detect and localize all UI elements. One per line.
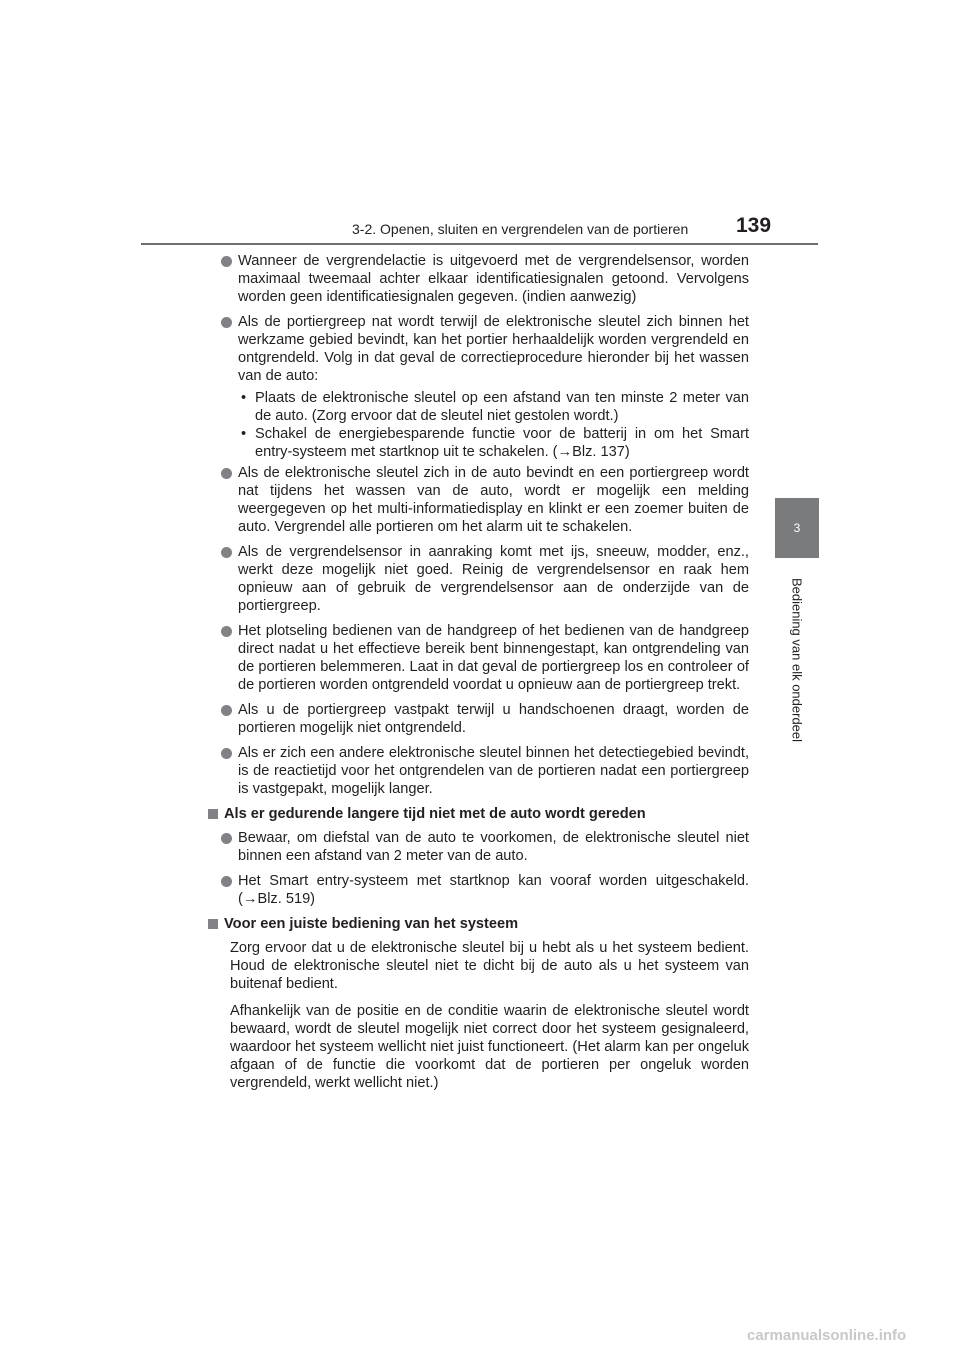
- list-item-text: Als de vergrendelsensor in aanraking komt met ijs, sneeuw, modder, enz., werkt deze mogelijk niet goed. Reinig de vergrendelsensor en raak hem opnieuw aan of gebruik de vergrendelsensor aan de onderzijde van de portiergreep.: [238, 544, 749, 614]
- chapter-tab: [775, 498, 819, 558]
- list-item: [221, 464, 749, 536]
- section-heading: [207, 915, 749, 933]
- list-item: [221, 872, 749, 908]
- list-item: [221, 252, 749, 306]
- bullet-icon: [221, 256, 232, 267]
- list-item-text: Het plotseling bedienen van de handgreep of het bedienen van de handgreep direct nadat u het effectieve bereik bent binnengestapt, kan ontgrendeling van de portieren belemmeren. Laat in dat geval de portiergreep los en controleer of de portieren worden ontgrendeld voordat u opnieuw aan de portiergreep trekt.: [238, 623, 749, 693]
- square-bullet-icon: [208, 919, 218, 929]
- chapter-title: Bediening van elk onderdeel: [789, 577, 805, 743]
- list-item: [221, 313, 749, 385]
- list-item-text: Bewaar, om diefstal van de auto te voorkomen, de elektronische sleutel niet binnen een afstand van 2 meter van de auto.: [238, 830, 749, 864]
- bullet-icon: [221, 626, 232, 637]
- list-item: [221, 744, 749, 798]
- paragraph: Zorg ervoor dat u de elektronische sleutel bij u hebt als u het systeem bedient. Houd de elektronische sleutel niet te dicht bij de auto als u het systeem van buitenaf bedient.: [230, 940, 749, 992]
- sub-list-item: [238, 389, 749, 425]
- bullet-icon: [221, 705, 232, 716]
- bullet-icon: [221, 468, 232, 479]
- bullet-icon: [221, 547, 232, 558]
- list-item-text: Als de portiergreep nat wordt terwijl de elektronische sleutel zich binnen het werkzame gebied bevindt, kan het portier herhaaldelijk worden vergrendeld en ontgrendeld. Volg in dat geval de correctieprocedure hieronder bij het wassen van de auto:: [238, 314, 749, 384]
- sub-list-item-text: Schakel de energiebesparende functie voor de batterij in om het Smart entry-systeem met startknop uit te schakelen. (→Blz. 137): [255, 426, 749, 460]
- sub-list-item-text: Plaats de elektronische sleutel op een afstand van ten minste 2 meter van de auto. (Zorg ervoor dat de sleutel niet gestolen wordt.): [255, 390, 749, 424]
- section-title: 3-2. Openen, sluiten en vergrendelen van de portieren: [352, 221, 689, 237]
- list-item-text: Het Smart entry-systeem met startknop kan vooraf worden uitgeschakeld. (→Blz. 519): [238, 873, 749, 907]
- sub-bullet-mark: •: [241, 390, 247, 406]
- list-item: [221, 701, 749, 737]
- list-item: [221, 622, 749, 694]
- header-divider: [141, 243, 818, 245]
- square-bullet-icon: [208, 809, 218, 819]
- bullet-icon: [221, 748, 232, 759]
- list-item-text: Als u de portiergreep vastpakt terwijl u handschoenen draagt, worden de portieren mogelijk niet ontgrendeld.: [238, 702, 749, 736]
- page-number: 139: [736, 214, 772, 237]
- list-item-text: Als de elektronische sleutel zich in de auto bevindt en een portiergreep wordt nat tijdens het wassen van de auto, wordt er mogelijk een melding weergegeven op het multi-informatiedisplay en klinkt er een zoemer buiten de auto. Vergrendel alle portieren om het alarm uit te schakelen.: [238, 465, 749, 535]
- section-heading-text: Als er gedurende langere tijd niet met de auto wordt gereden: [224, 806, 646, 822]
- list-item-text: Als er zich een andere elektronische sleutel binnen het detectiegebied bevindt, is de reactietijd voor het ontgrendelen van de portieren nadat een portiergreep is vastgepakt, mogelijk langer.: [238, 745, 749, 797]
- chapter-number: 3: [793, 521, 801, 535]
- bullet-icon: [221, 833, 232, 844]
- watermark: carmanualsonline.info: [747, 1327, 907, 1344]
- paragraph: Afhankelijk van de positie en de conditie waarin de elektronische sleutel wordt bewaard, wordt de sleutel mogelijk niet correct door het systeem gesignaleerd, waardoor het systeem wellicht niet juist functioneert. (Het alarm kan per ongeluk afgaan of de functie die voorkomt dat de portieren per ongeluk worden vergrendeld, werkt wellicht niet.): [230, 1003, 749, 1091]
- sub-list: [221, 389, 749, 461]
- bullet-icon: [221, 317, 232, 328]
- page-content: [221, 252, 749, 1101]
- sub-bullet-mark: •: [241, 426, 247, 442]
- list-item-text: Wanneer de vergrendelactie is uitgevoerd met de vergrendelsensor, worden maximaal tweemaal achter elkaar identificatiesignalen getoond. Vervolgens worden geen identificatiesignalen gegeven. (indien aanwezig): [238, 253, 749, 305]
- sub-list-item: [238, 425, 749, 461]
- bullet-icon: [221, 876, 232, 887]
- list-item: [221, 829, 749, 865]
- list-item: [221, 543, 749, 615]
- section-heading-text: Voor een juiste bediening van het systeem: [224, 916, 519, 932]
- section-heading: [207, 805, 749, 823]
